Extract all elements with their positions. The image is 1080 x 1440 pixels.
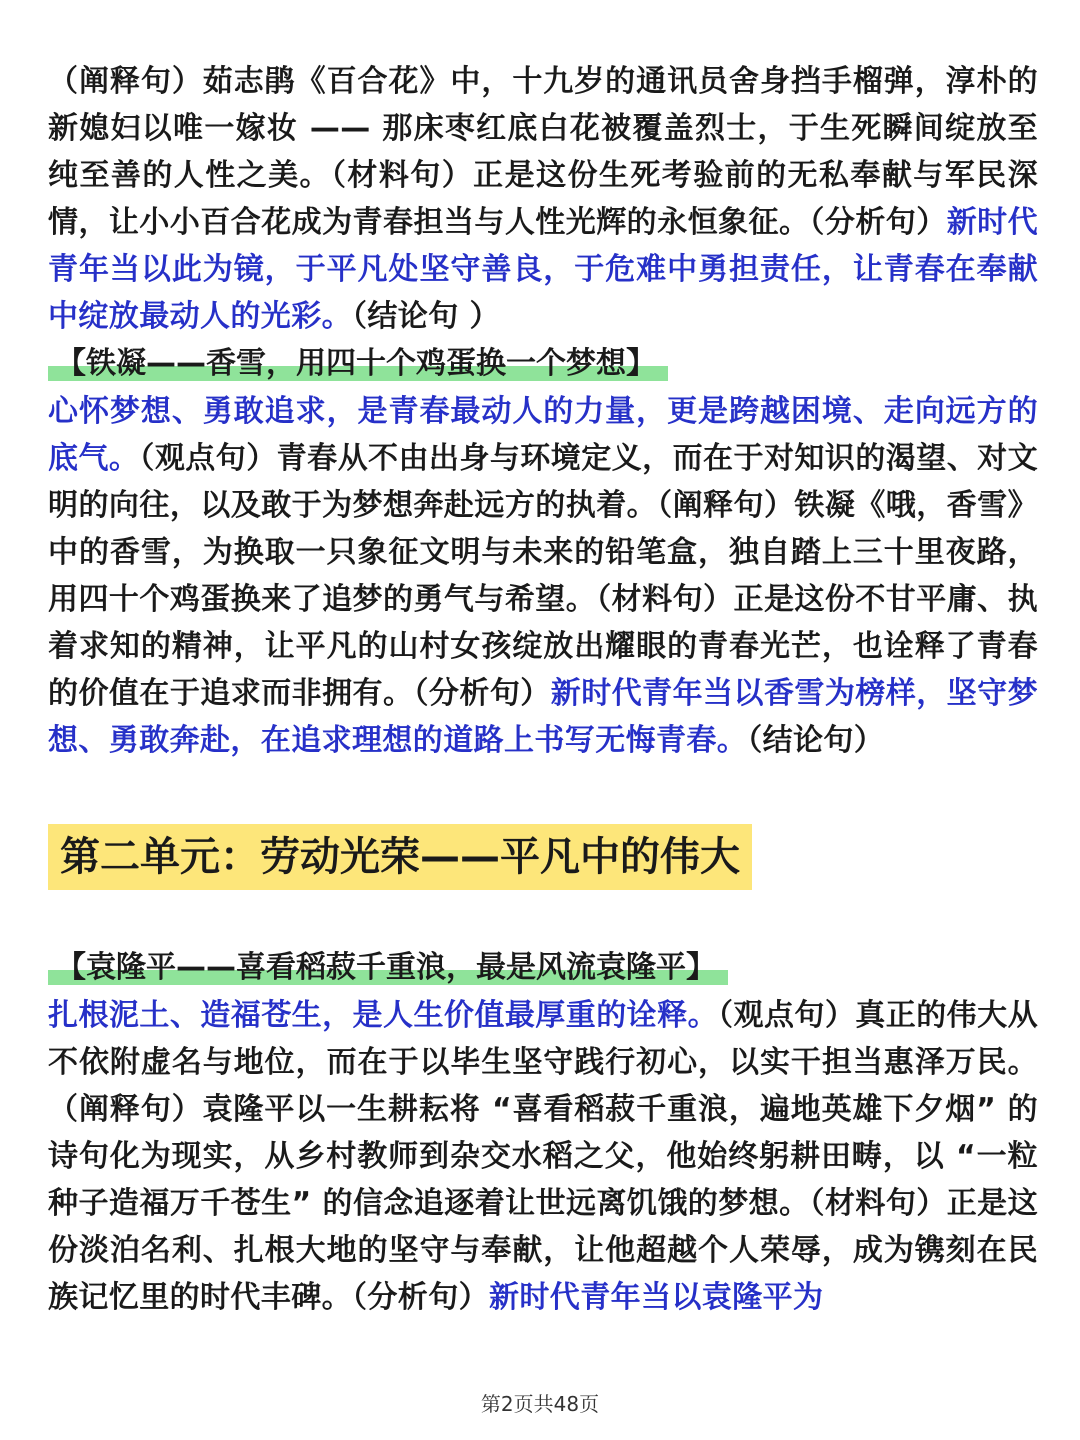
paragraph-highlight-text: 新时代青年当以袁隆平为 bbox=[489, 1280, 824, 1315]
paragraph-tail-text: （结论句 ） bbox=[352, 299, 500, 334]
unit-title: 第二单元：劳动光荣——平凡中的伟大 bbox=[48, 824, 752, 890]
section-heading-xiangxue: 【铁凝——香雪，用四十个鸡蛋换一个梦想】 bbox=[48, 344, 668, 384]
paragraph-highlight-text: 新时代青年当以香雪为榜样，坚守梦想、勇敢奔赴，在追求理想的道路上书写无悔青春。 bbox=[48, 676, 1038, 758]
paragraph-highlight-text: 扎根泥土、造福苍生，是人生价值最厚重的诠释。 bbox=[48, 998, 719, 1033]
paragraph-highlight-text: 新时代青年当以此为镜，于平凡处坚守善良，于危难中勇担责任，让青春在奉献中绽放最动人的光彩。 bbox=[48, 205, 1038, 334]
paragraph-tail-text: （结论句） bbox=[747, 723, 885, 758]
paragraph-xiangxue bbox=[48, 388, 1038, 764]
paragraph-yuanlongping bbox=[48, 992, 1038, 1321]
paragraph-body-text: （阐释句）茹志鹃《百合花》中，十九岁的通讯员舍身挡手榴弹，淳朴的新媳妇以唯一嫁妆 —— 那床枣红底白花被覆盖烈士，于生死瞬间绽放至纯至善的人性之美。（材料句）正是这份生死考验前的无私奉献与军民深情，让小小百合花成为青春担当与人性光辉的永恒象征。（分析句） bbox=[48, 64, 1038, 240]
section-heading-xiangxue-wrap bbox=[48, 342, 1038, 388]
paragraph-highlight-text: 心怀梦想、勇敢追求，是青春最动人的力量，更是跨越困境、走向远方的底气。 bbox=[48, 394, 1038, 476]
paragraph-baihehua bbox=[48, 58, 1038, 340]
unit-title-wrap bbox=[48, 824, 1038, 890]
section-heading-yuanlongping-wrap bbox=[48, 946, 1038, 992]
section-heading-yuanlongping: 【袁隆平——喜看稻菽千重浪，最是风流袁隆平】 bbox=[48, 948, 728, 988]
paragraph-body-text: （观点句）青春从不由出身与环境定义，而在于对知识的渴望、对文明的向往，以及敢于为梦想奔赴远方的执着。（阐释句）铁凝《哦，香雪》中的香雪，为换取一只象征文明与未来的铅笔盒，独自踏上三十里夜路，用四十个鸡蛋换来了追梦的勇气与希望。（材料句）正是这份不甘平庸、执着求知的精神，让平凡的山村女孩绽放出耀眼的青春光芒，也诠释了青春的价值在于追求而非拥有。（分析句） bbox=[48, 441, 1039, 711]
page-number-footer: 第2页共48页 bbox=[480, 1392, 600, 1416]
document-page bbox=[48, 58, 1038, 1321]
paragraph-body-text: （观点句）真正的伟大从不依附虚名与地位，而在于以毕生坚守践行初心，以实干担当惠泽万民。（阐释句）袁隆平以一生耕耘将 “喜看稻菽千重浪，遍地英雄下夕烟” 的诗句化为现实，从乡村教师到杂交水稻之父，他始终躬耕田畴，以 “一粒种子造福万千苍生” 的信念追逐着让世远离饥饿的梦想。（材料句）正是这份淡泊名利、扎根大地的坚守与奉献，让他超越个人荣辱，成为镌刻在民族记忆里的时代丰碑。（分析句） bbox=[48, 998, 1038, 1315]
